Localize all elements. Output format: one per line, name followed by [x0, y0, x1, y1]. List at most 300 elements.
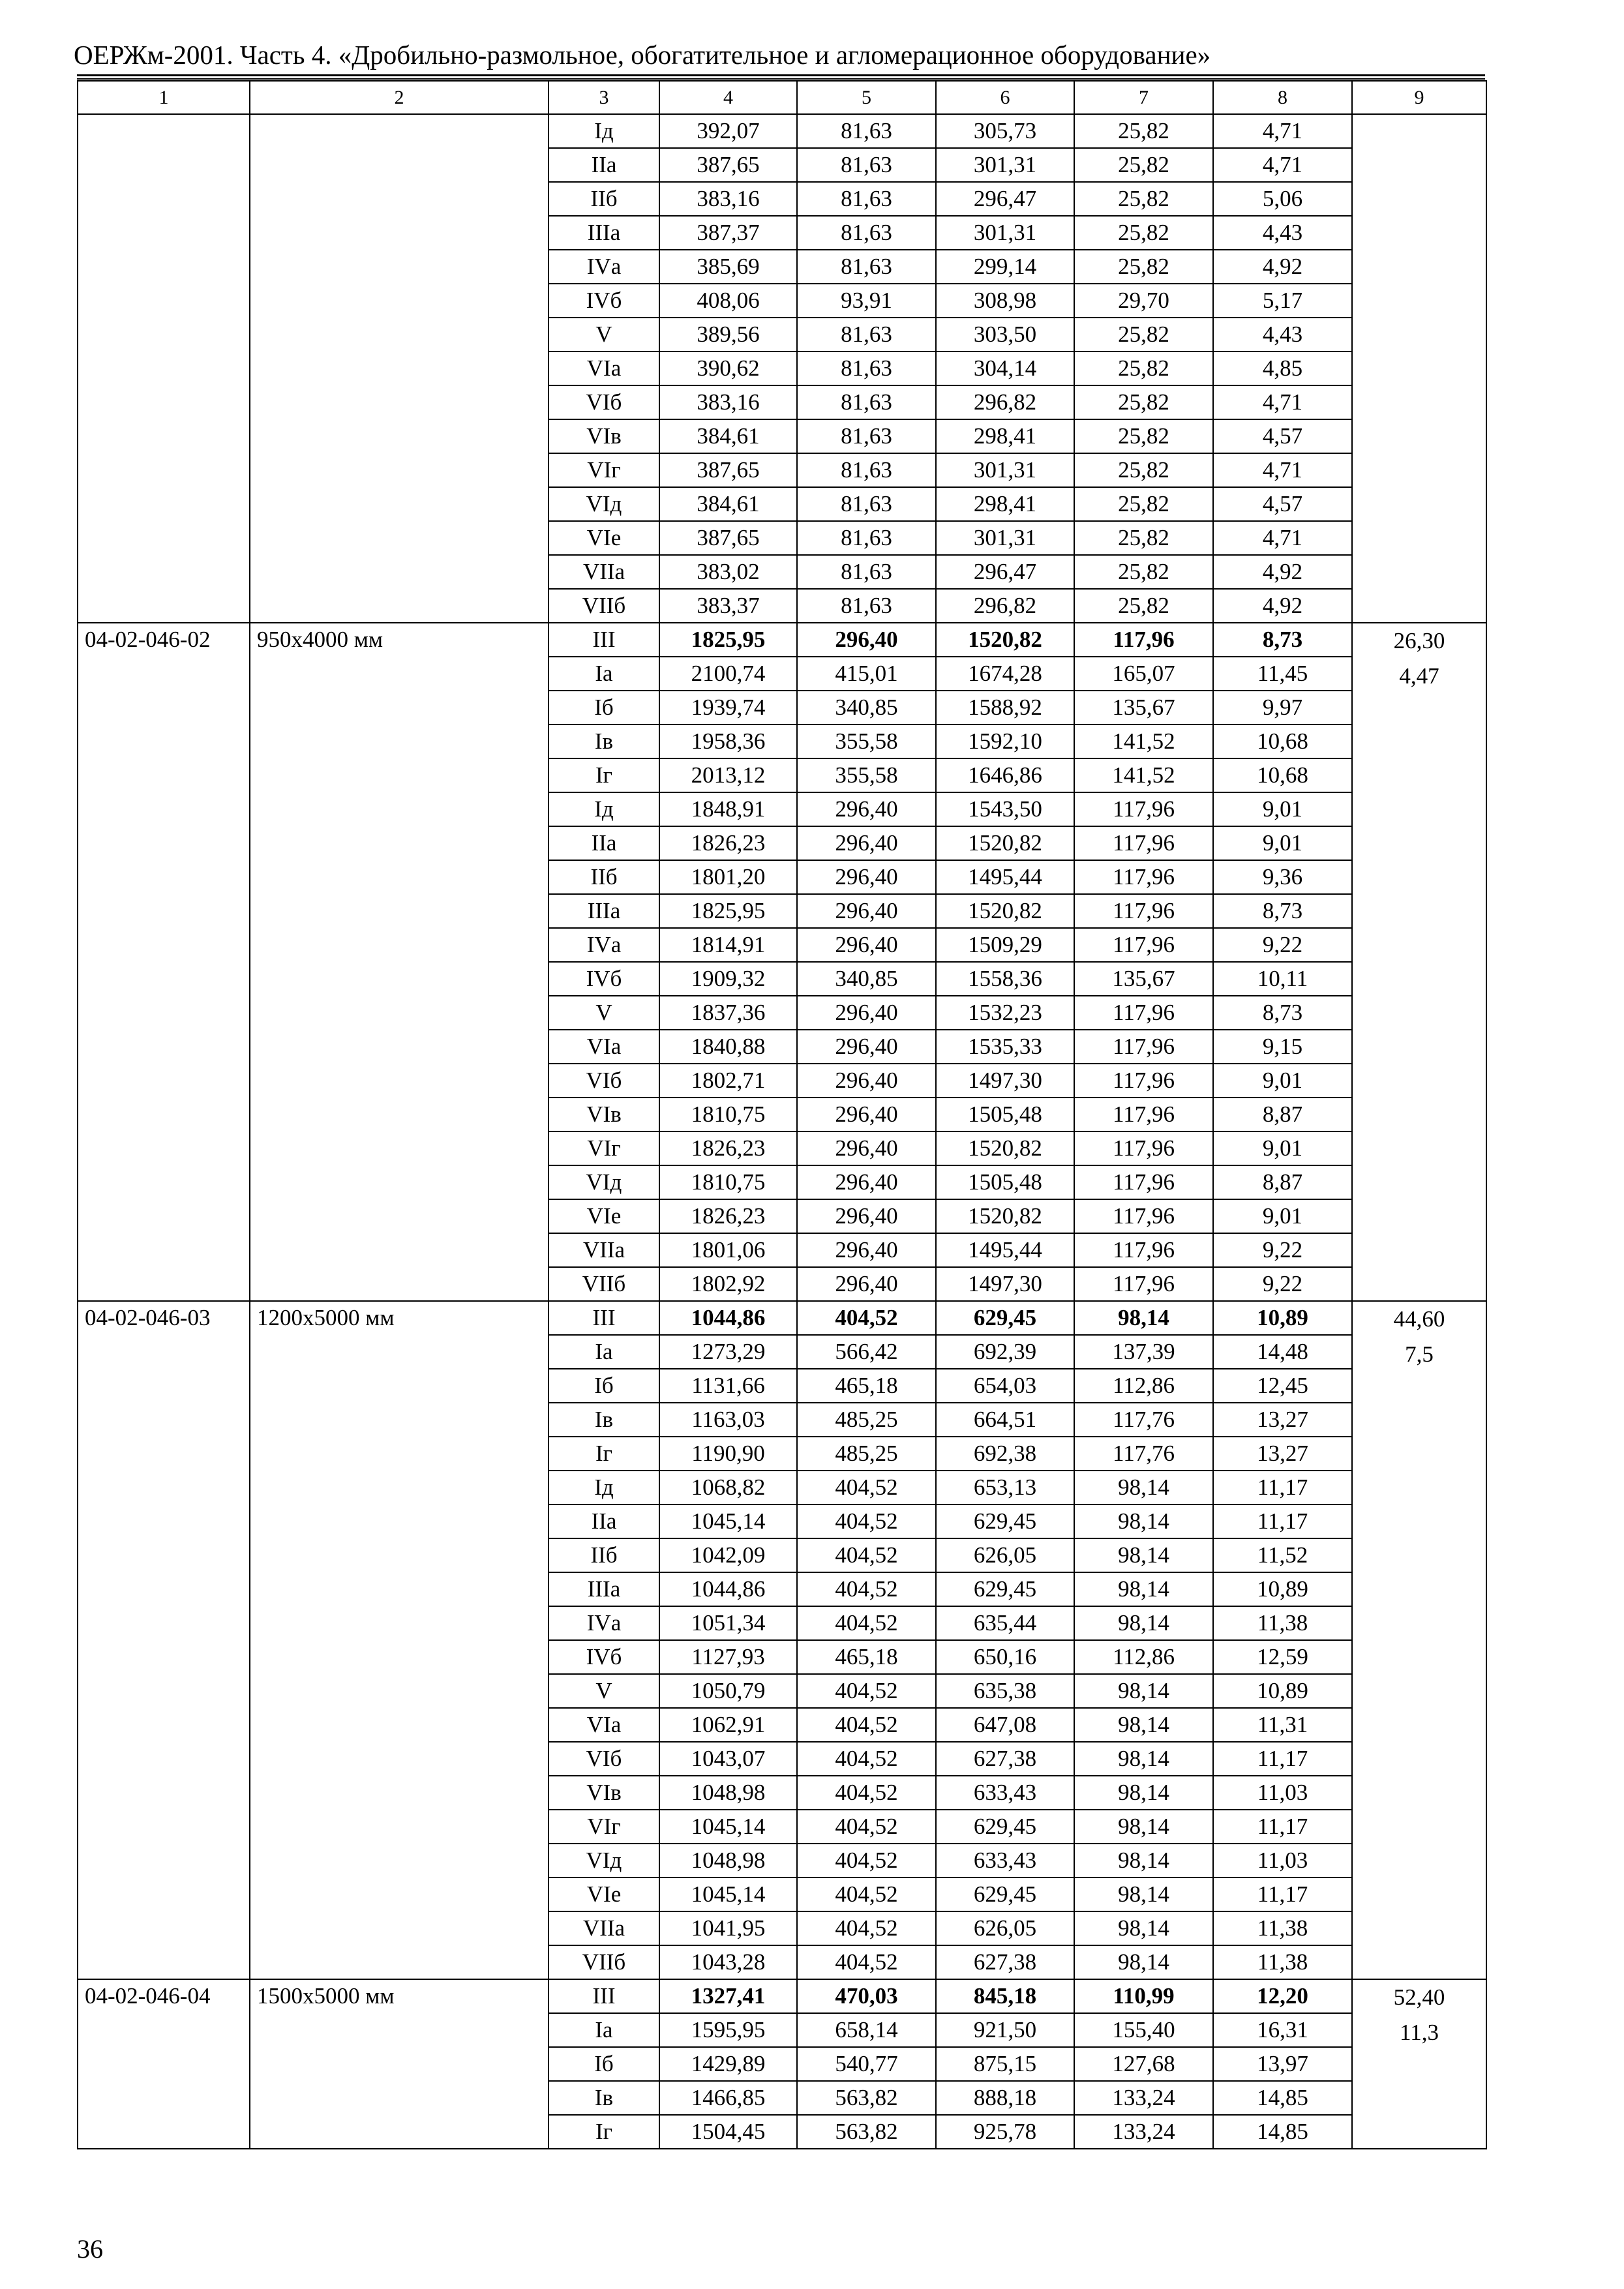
- labor-hours-cell: 10,68: [1213, 758, 1352, 792]
- rate-code: [78, 114, 250, 623]
- zone-cell: IVа: [549, 250, 659, 284]
- machinist-wage-cell: 117,96: [1074, 623, 1213, 657]
- total-cost-cell: 1810,75: [659, 1098, 797, 1131]
- column-number: 8: [1213, 81, 1352, 114]
- machine-cost-cell: 298,41: [936, 419, 1074, 453]
- labor-cost-cell: 81,63: [797, 148, 936, 182]
- labor-cost-cell: 404,52: [797, 1301, 936, 1335]
- machine-cost-cell: 925,78: [936, 2115, 1074, 2149]
- labor-cost-cell: 81,63: [797, 114, 936, 148]
- labor-hours-cell: 11,17: [1213, 1504, 1352, 1538]
- labor-cost-cell: 563,82: [797, 2115, 936, 2149]
- column-number: 4: [659, 81, 797, 114]
- labor-hours-cell: 8,87: [1213, 1098, 1352, 1131]
- zone-cell: Iд: [549, 792, 659, 826]
- machine-cost-cell: 635,38: [936, 1674, 1074, 1708]
- machine-cost-cell: 1520,82: [936, 623, 1074, 657]
- machine-cost-cell: 629,45: [936, 1810, 1074, 1844]
- machinist-wage-cell: 25,82: [1074, 385, 1213, 419]
- total-cost-cell: 1801,06: [659, 1233, 797, 1267]
- zone-cell: VIд: [549, 487, 659, 521]
- labor-cost-cell: 93,91: [797, 284, 936, 318]
- rate-code: 04-02-046-02: [78, 623, 250, 1301]
- machinist-wage-cell: 117,96: [1074, 1199, 1213, 1233]
- machine-cost-cell: 296,47: [936, 555, 1074, 589]
- machinist-wage-cell: 98,14: [1074, 1674, 1213, 1708]
- labor-cost-cell: 296,40: [797, 1064, 936, 1098]
- table-row: [78, 1301, 1486, 1335]
- labor-hours-cell: 8,73: [1213, 996, 1352, 1030]
- labor-cost-cell: 485,25: [797, 1403, 936, 1437]
- machine-cost-cell: 1646,86: [936, 758, 1074, 792]
- total-cost-cell: 1802,71: [659, 1064, 797, 1098]
- labor-hours-cell: 4,57: [1213, 487, 1352, 521]
- column-number: 6: [936, 81, 1074, 114]
- machinist-wage-cell: 135,67: [1074, 691, 1213, 725]
- machine-cost-cell: 296,82: [936, 589, 1074, 623]
- machinist-wage-cell: 98,14: [1074, 1572, 1213, 1606]
- labor-hours-cell: 9,15: [1213, 1030, 1352, 1064]
- machine-cost-cell: 650,16: [936, 1640, 1074, 1674]
- total-cost-cell: 1810,75: [659, 1165, 797, 1199]
- total-cost-cell: 1595,95: [659, 2013, 797, 2047]
- zone-cell: VIд: [549, 1165, 659, 1199]
- machinist-wage-cell: 165,07: [1074, 657, 1213, 691]
- machinist-wage-cell: 25,82: [1074, 555, 1213, 589]
- zone-cell: V: [549, 1674, 659, 1708]
- zone-cell: IIб: [549, 182, 659, 216]
- total-cost-cell: 1190,90: [659, 1437, 797, 1471]
- labor-hours-cell: 14,48: [1213, 1335, 1352, 1369]
- total-cost-cell: 1051,34: [659, 1606, 797, 1640]
- page-header: ОЕРЖм-2001. Часть 4. «Дробильно-размольное, обогатительное и агломерационное оборудование»: [74, 40, 1211, 70]
- machinist-wage-cell: 25,82: [1074, 453, 1213, 487]
- total-cost-cell: 1826,23: [659, 1131, 797, 1165]
- extra-value: 11,3: [1400, 2020, 1439, 2045]
- equipment-size: [250, 114, 549, 623]
- zone-cell: IIа: [549, 1504, 659, 1538]
- machine-cost-cell: 1505,48: [936, 1165, 1074, 1199]
- total-cost-cell: 1825,95: [659, 894, 797, 928]
- labor-cost-cell: 296,40: [797, 1098, 936, 1131]
- labor-cost-cell: 296,40: [797, 792, 936, 826]
- zone-cell: VIе: [549, 521, 659, 555]
- labor-hours-cell: 10,89: [1213, 1674, 1352, 1708]
- machine-cost-cell: 298,41: [936, 487, 1074, 521]
- zone-cell: III: [549, 1301, 659, 1335]
- labor-cost-cell: 81,63: [797, 318, 936, 352]
- labor-hours-cell: 4,71: [1213, 114, 1352, 148]
- labor-hours-cell: 11,17: [1213, 1878, 1352, 1911]
- header-rule: [77, 78, 1485, 80]
- labor-hours-cell: 11,17: [1213, 1742, 1352, 1776]
- machine-cost-cell: 1588,92: [936, 691, 1074, 725]
- labor-hours-cell: 9,01: [1213, 1064, 1352, 1098]
- zone-cell: IIIа: [549, 1572, 659, 1606]
- total-cost-cell: 1068,82: [659, 1471, 797, 1504]
- zone-cell: VIа: [549, 1030, 659, 1064]
- labor-hours-cell: 16,31: [1213, 2013, 1352, 2047]
- zone-cell: Iб: [549, 1369, 659, 1403]
- labor-cost-cell: 404,52: [797, 1742, 936, 1776]
- labor-cost-cell: 404,52: [797, 1878, 936, 1911]
- labor-cost-cell: 81,63: [797, 555, 936, 589]
- machinist-wage-cell: 117,96: [1074, 894, 1213, 928]
- table-row: [78, 623, 1486, 657]
- labor-cost-cell: 404,52: [797, 1471, 936, 1504]
- labor-cost-cell: 81,63: [797, 250, 936, 284]
- equipment-size: 950х4000 мм: [250, 623, 549, 1301]
- column-number: 9: [1352, 81, 1486, 114]
- machine-cost-cell: 629,45: [936, 1878, 1074, 1911]
- zone-cell: Iг: [549, 1437, 659, 1471]
- total-cost-cell: 1958,36: [659, 725, 797, 758]
- column-number: 1: [78, 81, 250, 114]
- header-rule: [77, 74, 1485, 76]
- labor-hours-cell: 4,92: [1213, 589, 1352, 623]
- machine-cost-cell: 692,39: [936, 1335, 1074, 1369]
- zone-cell: IIIа: [549, 894, 659, 928]
- machinist-wage-cell: 98,14: [1074, 1742, 1213, 1776]
- machine-cost-cell: 304,14: [936, 352, 1074, 385]
- machinist-wage-cell: 117,76: [1074, 1437, 1213, 1471]
- machinist-wage-cell: 117,96: [1074, 1165, 1213, 1199]
- labor-hours-cell: 12,45: [1213, 1369, 1352, 1403]
- labor-cost-cell: 340,85: [797, 962, 936, 996]
- zone-cell: VIг: [549, 1810, 659, 1844]
- machine-cost-cell: 647,08: [936, 1708, 1074, 1742]
- total-cost-cell: 1041,95: [659, 1911, 797, 1945]
- total-cost-cell: 1042,09: [659, 1538, 797, 1572]
- machinist-wage-cell: 25,82: [1074, 114, 1213, 148]
- machinist-wage-cell: 133,24: [1074, 2115, 1213, 2149]
- machinist-wage-cell: 25,82: [1074, 216, 1213, 250]
- labor-cost-cell: 296,40: [797, 1131, 936, 1165]
- labor-hours-cell: 11,17: [1213, 1471, 1352, 1504]
- total-cost-cell: 1273,29: [659, 1335, 797, 1369]
- labor-cost-cell: 296,40: [797, 1233, 936, 1267]
- zone-cell: IVа: [549, 1606, 659, 1640]
- machine-cost-cell: 301,31: [936, 216, 1074, 250]
- machinist-wage-cell: 98,14: [1074, 1844, 1213, 1878]
- extra-value: 52,40: [1393, 1984, 1445, 2010]
- machinist-wage-cell: 25,82: [1074, 419, 1213, 453]
- machine-cost-cell: 653,13: [936, 1471, 1074, 1504]
- machine-cost-cell: 303,50: [936, 318, 1074, 352]
- zone-cell: Iв: [549, 725, 659, 758]
- machine-cost-cell: 921,50: [936, 2013, 1074, 2047]
- labor-cost-cell: 81,63: [797, 385, 936, 419]
- labor-hours-cell: 4,43: [1213, 318, 1352, 352]
- labor-cost-cell: 81,63: [797, 419, 936, 453]
- labor-cost-cell: 540,77: [797, 2047, 936, 2081]
- total-cost-cell: 387,65: [659, 453, 797, 487]
- zone-cell: VIе: [549, 1199, 659, 1233]
- labor-cost-cell: 404,52: [797, 1572, 936, 1606]
- labor-cost-cell: 296,40: [797, 826, 936, 860]
- total-cost-cell: 1939,74: [659, 691, 797, 725]
- labor-cost-cell: 340,85: [797, 691, 936, 725]
- machine-cost-cell: 1674,28: [936, 657, 1074, 691]
- total-cost-cell: 384,61: [659, 419, 797, 453]
- zone-cell: VIIб: [549, 589, 659, 623]
- labor-cost-cell: 465,18: [797, 1640, 936, 1674]
- labor-hours-cell: 9,01: [1213, 1199, 1352, 1233]
- rate-code: 04-02-046-04: [78, 1979, 250, 2149]
- zone-cell: Iб: [549, 691, 659, 725]
- machinist-wage-cell: 137,39: [1074, 1335, 1213, 1369]
- machine-cost-cell: 305,73: [936, 114, 1074, 148]
- labor-cost-cell: 296,40: [797, 928, 936, 962]
- zone-cell: IIб: [549, 1538, 659, 1572]
- machine-cost-cell: 664,51: [936, 1403, 1074, 1437]
- table-row: [78, 114, 1486, 148]
- labor-hours-cell: 5,06: [1213, 182, 1352, 216]
- machinist-wage-cell: 117,96: [1074, 826, 1213, 860]
- total-cost-cell: 1044,86: [659, 1572, 797, 1606]
- machine-cost-cell: 875,15: [936, 2047, 1074, 2081]
- zone-cell: IIб: [549, 860, 659, 894]
- machine-cost-cell: 1520,82: [936, 826, 1074, 860]
- zone-cell: VIб: [549, 385, 659, 419]
- machine-cost-cell: 888,18: [936, 2081, 1074, 2115]
- total-cost-cell: 1466,85: [659, 2081, 797, 2115]
- labor-cost-cell: 81,63: [797, 589, 936, 623]
- extra-value: 26,30: [1393, 628, 1445, 653]
- labor-hours-cell: 8,73: [1213, 623, 1352, 657]
- total-cost-cell: 1043,28: [659, 1945, 797, 1979]
- machinist-wage-cell: 98,14: [1074, 1708, 1213, 1742]
- zone-cell: VIг: [549, 453, 659, 487]
- machine-cost-cell: 1495,44: [936, 1233, 1074, 1267]
- machine-cost-cell: 635,44: [936, 1606, 1074, 1640]
- machinist-wage-cell: 155,40: [1074, 2013, 1213, 2047]
- zone-cell: VIд: [549, 1844, 659, 1878]
- machine-cost-cell: 1509,29: [936, 928, 1074, 962]
- labor-hours-cell: 4,71: [1213, 453, 1352, 487]
- labor-cost-cell: 355,58: [797, 725, 936, 758]
- total-cost-cell: 383,37: [659, 589, 797, 623]
- labor-cost-cell: 296,40: [797, 860, 936, 894]
- zone-cell: VIа: [549, 1708, 659, 1742]
- machinist-wage-cell: 117,96: [1074, 1233, 1213, 1267]
- labor-cost-cell: 404,52: [797, 1945, 936, 1979]
- machine-cost-cell: 629,45: [936, 1504, 1074, 1538]
- machinist-wage-cell: 117,96: [1074, 1267, 1213, 1301]
- machinist-wage-cell: 117,76: [1074, 1403, 1213, 1437]
- machine-cost-cell: 627,38: [936, 1742, 1074, 1776]
- machine-cost-cell: 1558,36: [936, 962, 1074, 996]
- zone-cell: VIIа: [549, 1233, 659, 1267]
- labor-cost-cell: 566,42: [797, 1335, 936, 1369]
- zone-cell: VIг: [549, 1131, 659, 1165]
- labor-hours-cell: 10,11: [1213, 962, 1352, 996]
- total-cost-cell: 1826,23: [659, 1199, 797, 1233]
- machine-cost-cell: 296,47: [936, 182, 1074, 216]
- total-cost-cell: 390,62: [659, 352, 797, 385]
- total-cost-cell: 1045,14: [659, 1878, 797, 1911]
- labor-hours-cell: 11,38: [1213, 1911, 1352, 1945]
- machine-cost-cell: 654,03: [936, 1369, 1074, 1403]
- equipment-size: 1500х5000 мм: [250, 1979, 549, 2149]
- machinist-wage-cell: 117,96: [1074, 928, 1213, 962]
- total-cost-cell: 383,16: [659, 182, 797, 216]
- total-cost-cell: 387,37: [659, 216, 797, 250]
- labor-cost-cell: 296,40: [797, 1199, 936, 1233]
- total-cost-cell: 384,61: [659, 487, 797, 521]
- labor-cost-cell: 296,40: [797, 623, 936, 657]
- machinist-wage-cell: 141,52: [1074, 725, 1213, 758]
- machinist-wage-cell: 98,14: [1074, 1538, 1213, 1572]
- total-cost-cell: 1840,88: [659, 1030, 797, 1064]
- labor-cost-cell: 404,52: [797, 1810, 936, 1844]
- zone-cell: IIа: [549, 148, 659, 182]
- labor-hours-cell: 4,85: [1213, 352, 1352, 385]
- page-number: 36: [77, 2234, 103, 2264]
- column-number: 7: [1074, 81, 1213, 114]
- zone-cell: III: [549, 623, 659, 657]
- total-cost-cell: 1909,32: [659, 962, 797, 996]
- machinist-wage-cell: 112,86: [1074, 1640, 1213, 1674]
- labor-hours-cell: 8,87: [1213, 1165, 1352, 1199]
- machine-cost-cell: 301,31: [936, 148, 1074, 182]
- zone-cell: VIIа: [549, 555, 659, 589]
- labor-cost-cell: 81,63: [797, 487, 936, 521]
- labor-hours-cell: 4,71: [1213, 148, 1352, 182]
- labor-cost-cell: 404,52: [797, 1911, 936, 1945]
- labor-hours-cell: 13,97: [1213, 2047, 1352, 2081]
- machinist-wage-cell: 25,82: [1074, 182, 1213, 216]
- labor-hours-cell: 9,01: [1213, 826, 1352, 860]
- labor-hours-cell: 12,59: [1213, 1640, 1352, 1674]
- machinist-wage-cell: 98,14: [1074, 1810, 1213, 1844]
- zone-cell: VIв: [549, 419, 659, 453]
- machine-cost-cell: 1505,48: [936, 1098, 1074, 1131]
- machinist-wage-cell: 117,96: [1074, 1064, 1213, 1098]
- zone-cell: Iв: [549, 1403, 659, 1437]
- labor-hours-cell: 12,20: [1213, 1979, 1352, 2013]
- labor-hours-cell: 9,22: [1213, 928, 1352, 962]
- machine-cost-cell: 627,38: [936, 1945, 1074, 1979]
- zone-cell: Iв: [549, 2081, 659, 2115]
- machine-cost-cell: 1520,82: [936, 894, 1074, 928]
- labor-cost-cell: 404,52: [797, 1776, 936, 1810]
- total-cost-cell: 1043,07: [659, 1742, 797, 1776]
- labor-cost-cell: 415,01: [797, 657, 936, 691]
- machine-cost-cell: 633,43: [936, 1844, 1074, 1878]
- zone-cell: IVб: [549, 962, 659, 996]
- machine-cost-cell: 1535,33: [936, 1030, 1074, 1064]
- machinist-wage-cell: 25,82: [1074, 250, 1213, 284]
- column-number: 2: [250, 81, 549, 114]
- machinist-wage-cell: 25,82: [1074, 148, 1213, 182]
- labor-cost-cell: 355,58: [797, 758, 936, 792]
- machinist-wage-cell: 25,82: [1074, 487, 1213, 521]
- labor-cost-cell: 81,63: [797, 216, 936, 250]
- machine-cost-cell: 626,05: [936, 1538, 1074, 1572]
- machinist-wage-cell: 127,68: [1074, 2047, 1213, 2081]
- labor-hours-cell: 8,73: [1213, 894, 1352, 928]
- labor-cost-cell: 485,25: [797, 1437, 936, 1471]
- machine-cost-cell: 1495,44: [936, 860, 1074, 894]
- labor-hours-cell: 11,45: [1213, 657, 1352, 691]
- labor-hours-cell: 9,01: [1213, 1131, 1352, 1165]
- machine-cost-cell: 1592,10: [936, 725, 1074, 758]
- labor-hours-cell: 4,71: [1213, 385, 1352, 419]
- total-cost-cell: 1048,98: [659, 1844, 797, 1878]
- labor-hours-cell: 11,03: [1213, 1844, 1352, 1878]
- machine-cost-cell: 1543,50: [936, 792, 1074, 826]
- machine-cost-cell: 308,98: [936, 284, 1074, 318]
- machinist-wage-cell: 117,96: [1074, 792, 1213, 826]
- total-cost-cell: 1327,41: [659, 1979, 797, 2013]
- labor-cost-cell: 296,40: [797, 1267, 936, 1301]
- machine-cost-cell: 1520,82: [936, 1131, 1074, 1165]
- extra-values: [1352, 114, 1486, 623]
- total-cost-cell: 387,65: [659, 148, 797, 182]
- labor-cost-cell: 404,52: [797, 1504, 936, 1538]
- machinist-wage-cell: 29,70: [1074, 284, 1213, 318]
- total-cost-cell: 1504,45: [659, 2115, 797, 2149]
- labor-cost-cell: 404,52: [797, 1606, 936, 1640]
- zone-cell: Iг: [549, 2115, 659, 2149]
- machine-cost-cell: 301,31: [936, 453, 1074, 487]
- labor-cost-cell: 81,63: [797, 521, 936, 555]
- labor-cost-cell: 658,14: [797, 2013, 936, 2047]
- machine-cost-cell: 692,38: [936, 1437, 1074, 1471]
- machinist-wage-cell: 25,82: [1074, 521, 1213, 555]
- total-cost-cell: 389,56: [659, 318, 797, 352]
- labor-cost-cell: 296,40: [797, 1165, 936, 1199]
- machinist-wage-cell: 25,82: [1074, 318, 1213, 352]
- machinist-wage-cell: 112,86: [1074, 1369, 1213, 1403]
- machinist-wage-cell: 98,14: [1074, 1606, 1213, 1640]
- total-cost-cell: 1062,91: [659, 1708, 797, 1742]
- zone-cell: Iб: [549, 2047, 659, 2081]
- machinist-wage-cell: 98,14: [1074, 1776, 1213, 1810]
- zone-cell: VIIб: [549, 1267, 659, 1301]
- zone-cell: IIа: [549, 826, 659, 860]
- zone-cell: Iа: [549, 1335, 659, 1369]
- zone-cell: VIв: [549, 1098, 659, 1131]
- total-cost-cell: 1044,86: [659, 1301, 797, 1335]
- total-cost-cell: 2100,74: [659, 657, 797, 691]
- total-cost-cell: 1825,95: [659, 623, 797, 657]
- labor-hours-cell: 9,22: [1213, 1233, 1352, 1267]
- machine-cost-cell: 1497,30: [936, 1064, 1074, 1098]
- labor-cost-cell: 296,40: [797, 1030, 936, 1064]
- zone-cell: VIе: [549, 1878, 659, 1911]
- zone-cell: IVб: [549, 1640, 659, 1674]
- labor-hours-cell: 14,85: [1213, 2081, 1352, 2115]
- labor-hours-cell: 4,92: [1213, 250, 1352, 284]
- machinist-wage-cell: 98,14: [1074, 1504, 1213, 1538]
- machinist-wage-cell: 25,82: [1074, 352, 1213, 385]
- machinist-wage-cell: 98,14: [1074, 1301, 1213, 1335]
- zone-cell: Iд: [549, 1471, 659, 1504]
- labor-cost-cell: 470,03: [797, 1979, 936, 2013]
- rates-table: [77, 80, 1487, 2149]
- extra-value: 4,47: [1399, 663, 1439, 689]
- total-cost-cell: 408,06: [659, 284, 797, 318]
- labor-hours-cell: 10,89: [1213, 1301, 1352, 1335]
- machinist-wage-cell: 25,82: [1074, 589, 1213, 623]
- total-cost-cell: 385,69: [659, 250, 797, 284]
- machinist-wage-cell: 141,52: [1074, 758, 1213, 792]
- total-cost-cell: 1048,98: [659, 1776, 797, 1810]
- labor-hours-cell: 14,85: [1213, 2115, 1352, 2149]
- zone-cell: IVб: [549, 284, 659, 318]
